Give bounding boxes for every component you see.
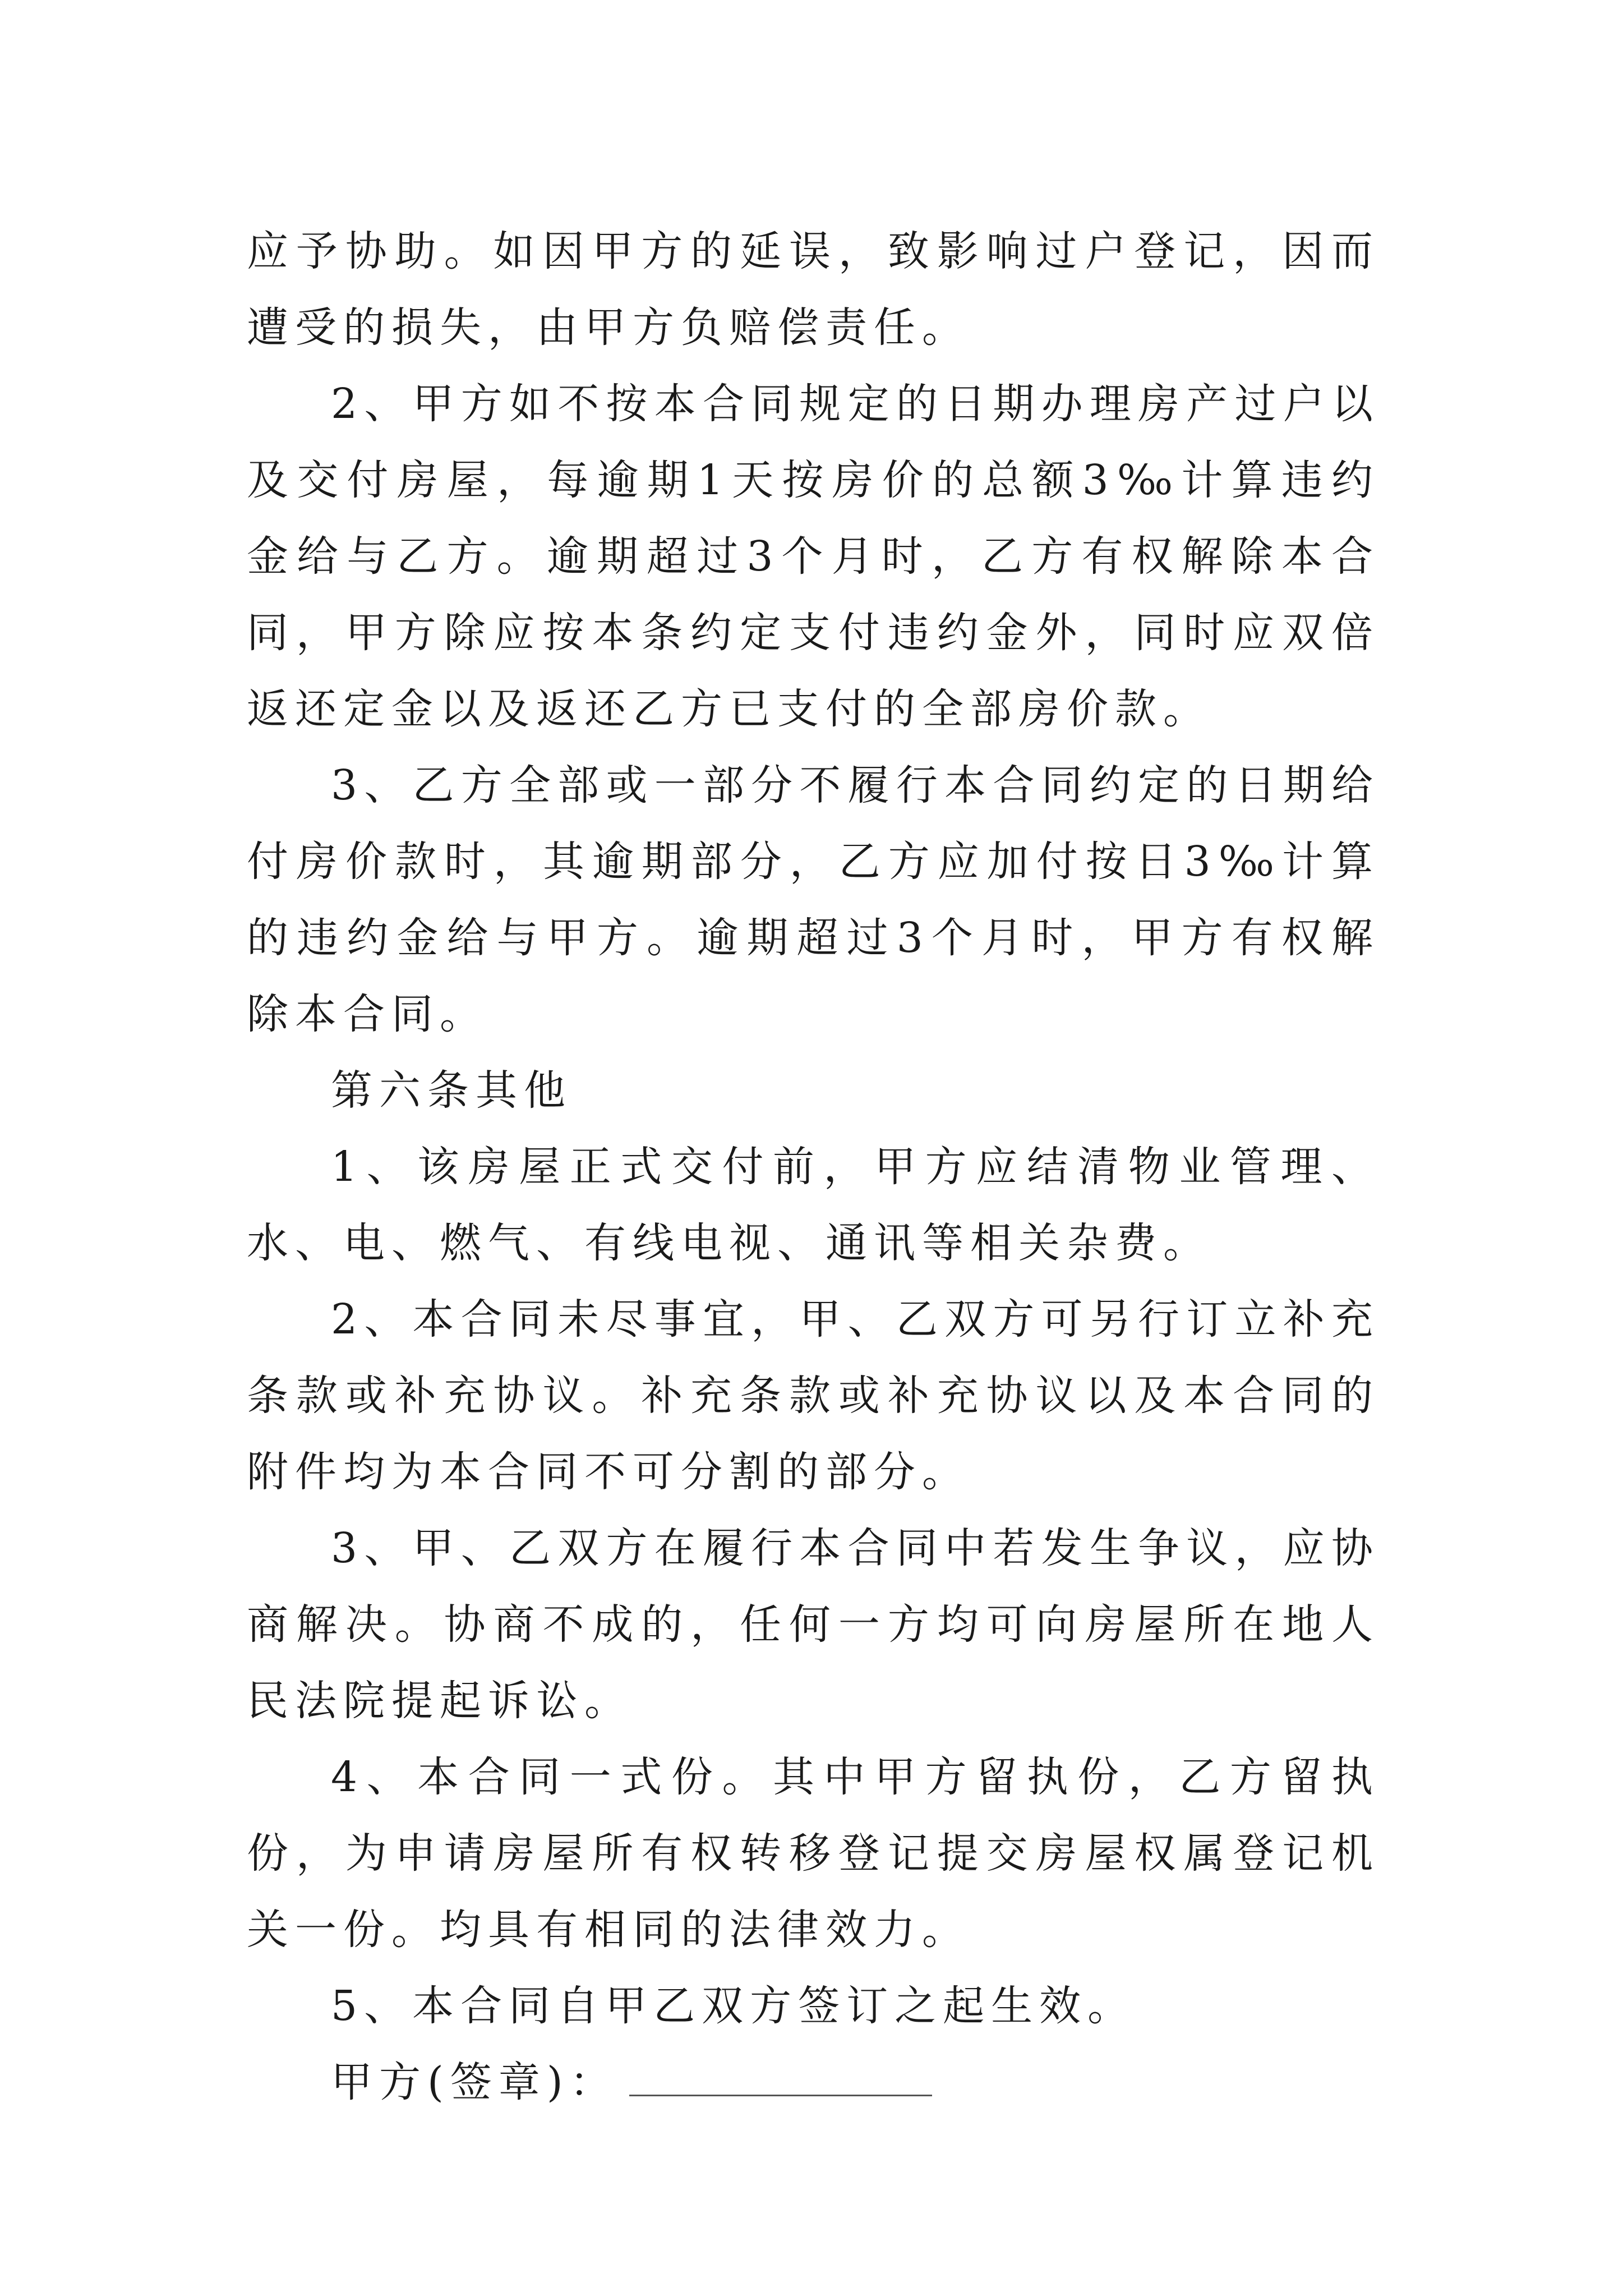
document-body [247,213,1380,2120]
signature-blank[interactable] [629,2061,932,2096]
paragraph-article-6-item-2: 2、本合同未尽事宜，甲、乙双方可另行订立补充条款或补充协议。补充条款或补充协议以及本合同的附件均为本合同不可分割的部分。 [247,1295,1380,1496]
paragraph-clause-2: 2、甲方如不按本合同规定的日期办理房产过户以及交付房屋，每逾期1天按房价的总额3‰计算违约金给与乙方。逾期超过3个月时，乙方有权解除本合同，甲方除应按本条约定支付违约金外，同时应双倍返还定金以及返还乙方已支付的全部房价款。 [247,380,1380,733]
paragraph-article-6-item-5: 5、本合同自甲乙双方签订之起生效。 [331,1982,1136,2030]
paragraph-clause-3: 3、乙方全部或一部分不履行本合同约定的日期给付房价款时，其逾期部分，乙方应加付按日3‰计算的违约金给与甲方。逾期超过3个月时，甲方有权解除本合同。 [247,761,1380,1038]
paragraph-article-6-item-3: 3、甲、乙双方在履行本合同中若发生争议，应协商解决。协商不成的，任何一方均可向房屋所在地人民法院提起诉讼。 [247,1524,1380,1725]
paragraph-article-6-item-4: 4、本合同一式份。其中甲方留执份，乙方留执份，为申请房屋所有权转移登记提交房屋权属登记机关一份。均具有相同的法律效力。 [247,1753,1380,1954]
signature-label: 甲方(签章)： [331,2058,618,2106]
paragraph-article-6-item-1: 1、该房屋正式交付前，甲方应结清物业管理、水、电、燃气、有线电视、通讯等相关杂费。 [247,1143,1380,1267]
paragraph-continuation: 应予协助。如因甲方的延误，致影响过户登记，因而遭受的损失，由甲方负赔偿责任。 [247,227,1380,352]
section-heading-article-6: 第六条其他 [331,1066,572,1115]
signature-line-party-a [247,2044,1380,2120]
